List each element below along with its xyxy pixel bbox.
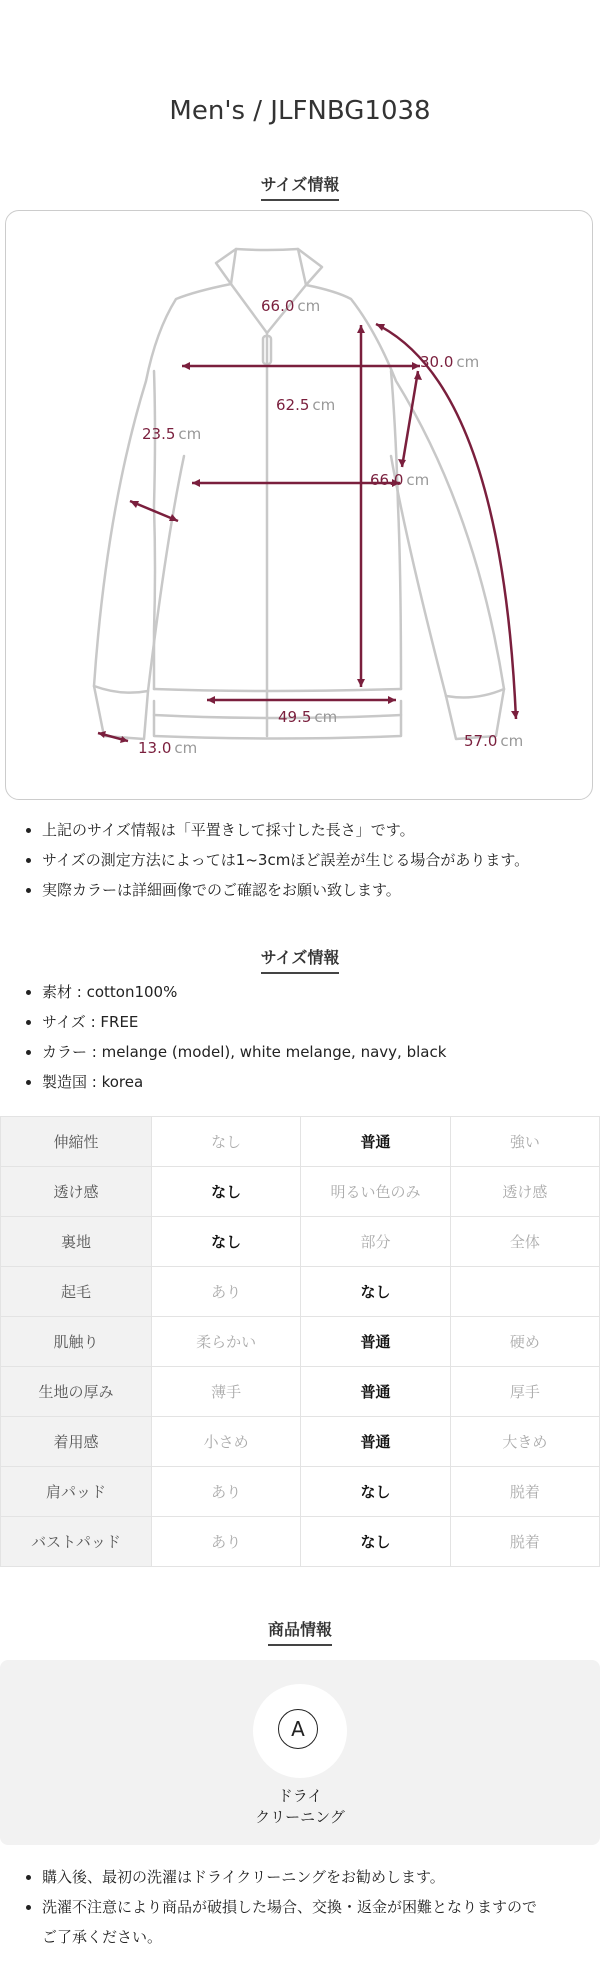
attribute-option: 普通	[301, 1367, 450, 1417]
list-item: • サイズ : FREE	[42, 1007, 446, 1037]
attribute-option: 強い	[450, 1117, 599, 1167]
attribute-option: 部分	[301, 1217, 450, 1267]
attribute-option: 脱着	[450, 1517, 599, 1567]
attribute-label: 肌触り	[1, 1317, 152, 1367]
measure-cuff-width: 13.0 cm	[138, 739, 198, 757]
measure-length: 66.0 cm	[370, 471, 430, 489]
attribute-label: 裏地	[1, 1217, 152, 1267]
list-item: • 素材 : cotton100%	[42, 977, 446, 1007]
care-info-heading: 商品情報	[0, 1617, 600, 1646]
care-label: ドライ クリーニング	[255, 1787, 345, 1826]
attribute-option: あり	[152, 1517, 301, 1567]
table-row	[1, 1217, 600, 1267]
table-row	[1, 1267, 600, 1317]
attribute-option: なし	[301, 1267, 450, 1317]
list-item: • 実際カラーは詳細画像でのご確認をお願い致します。	[42, 875, 529, 905]
attribute-option: 薄手	[152, 1367, 301, 1417]
attribute-option: あり	[152, 1267, 301, 1317]
list-item: • サイズの測定方法によっては1~3cmほど誤差が生じる場合があります。	[42, 845, 529, 875]
list-item: • カラー : melange (model), white melange, navy, black	[42, 1037, 446, 1067]
measure-chest-width: 66.0 cm	[261, 297, 321, 315]
attribute-option: なし	[301, 1517, 450, 1567]
table-row	[1, 1317, 600, 1367]
list-item: • 製造国 : korea	[42, 1067, 446, 1097]
attribute-option: 普通	[301, 1117, 450, 1167]
table-row	[1, 1517, 600, 1567]
list-item: • 洗濯不注意により商品が破損した場合、交換・返金が困難となりますので ご了承ください。	[42, 1892, 537, 1922]
attribute-option: 脱着	[450, 1467, 599, 1517]
size-diagram	[5, 210, 593, 800]
table-row	[1, 1117, 600, 1167]
attribute-label: 生地の厚み	[1, 1367, 152, 1417]
product-info-list	[20, 977, 446, 1097]
attribute-option: 小さめ	[152, 1417, 301, 1467]
attribute-option: なし	[152, 1167, 301, 1217]
table-row	[1, 1367, 600, 1417]
measure-shoulder: 30.0 cm	[420, 353, 480, 371]
attribute-option: 全体	[450, 1217, 599, 1267]
attribute-label: 伸縮性	[1, 1117, 152, 1167]
attribute-label: バストパッド	[1, 1517, 152, 1567]
size-info-heading: サイズ情報	[0, 172, 600, 201]
attribute-option: 普通	[301, 1317, 450, 1367]
attribute-label: 肩パッド	[1, 1467, 152, 1517]
attribute-label: 透け感	[1, 1167, 152, 1217]
measure-hem-width: 49.5 cm	[278, 708, 338, 726]
care-panel	[0, 1660, 600, 1845]
fabric-attributes-table	[0, 1116, 600, 1567]
attribute-option: なし	[152, 1217, 301, 1267]
measure-sleeve-length: 57.0 cm	[464, 732, 524, 750]
product-info-heading: サイズ情報	[0, 945, 600, 974]
table-row	[1, 1467, 600, 1517]
list-item: • 購入後、最初の洗濯はドライクリーニングをお勧めします。	[42, 1862, 537, 1892]
measure-armhole: 23.5 cm	[142, 425, 202, 443]
attribute-option: 透け感	[450, 1167, 599, 1217]
care-notes-list	[20, 1862, 538, 1946]
attribute-option: なし	[301, 1467, 450, 1517]
attribute-option: 明るい色のみ	[301, 1167, 450, 1217]
dry-cleaning-icon: A	[278, 1709, 318, 1749]
attribute-option: あり	[152, 1467, 301, 1517]
table-row	[1, 1417, 600, 1467]
attribute-option: 厚手	[450, 1367, 599, 1417]
measure-waist-width: 62.5 cm	[276, 396, 336, 414]
attribute-option	[450, 1267, 599, 1317]
attribute-option: 硬め	[450, 1317, 599, 1367]
attribute-option: 普通	[301, 1417, 450, 1467]
attribute-option: 大きめ	[450, 1417, 599, 1467]
care-icon-circle	[253, 1684, 347, 1778]
attribute-option: なし	[152, 1117, 301, 1167]
table-row	[1, 1167, 600, 1217]
product-title: Men's / JLFNBG1038	[169, 96, 431, 126]
list-item: • 上記のサイズ情報は「平置きして採寸した長さ」です。	[42, 815, 529, 845]
attribute-label: 起毛	[1, 1267, 152, 1317]
size-notes-list	[20, 815, 529, 905]
attribute-option: 柔らかい	[152, 1317, 301, 1367]
attribute-label: 着用感	[1, 1417, 152, 1467]
